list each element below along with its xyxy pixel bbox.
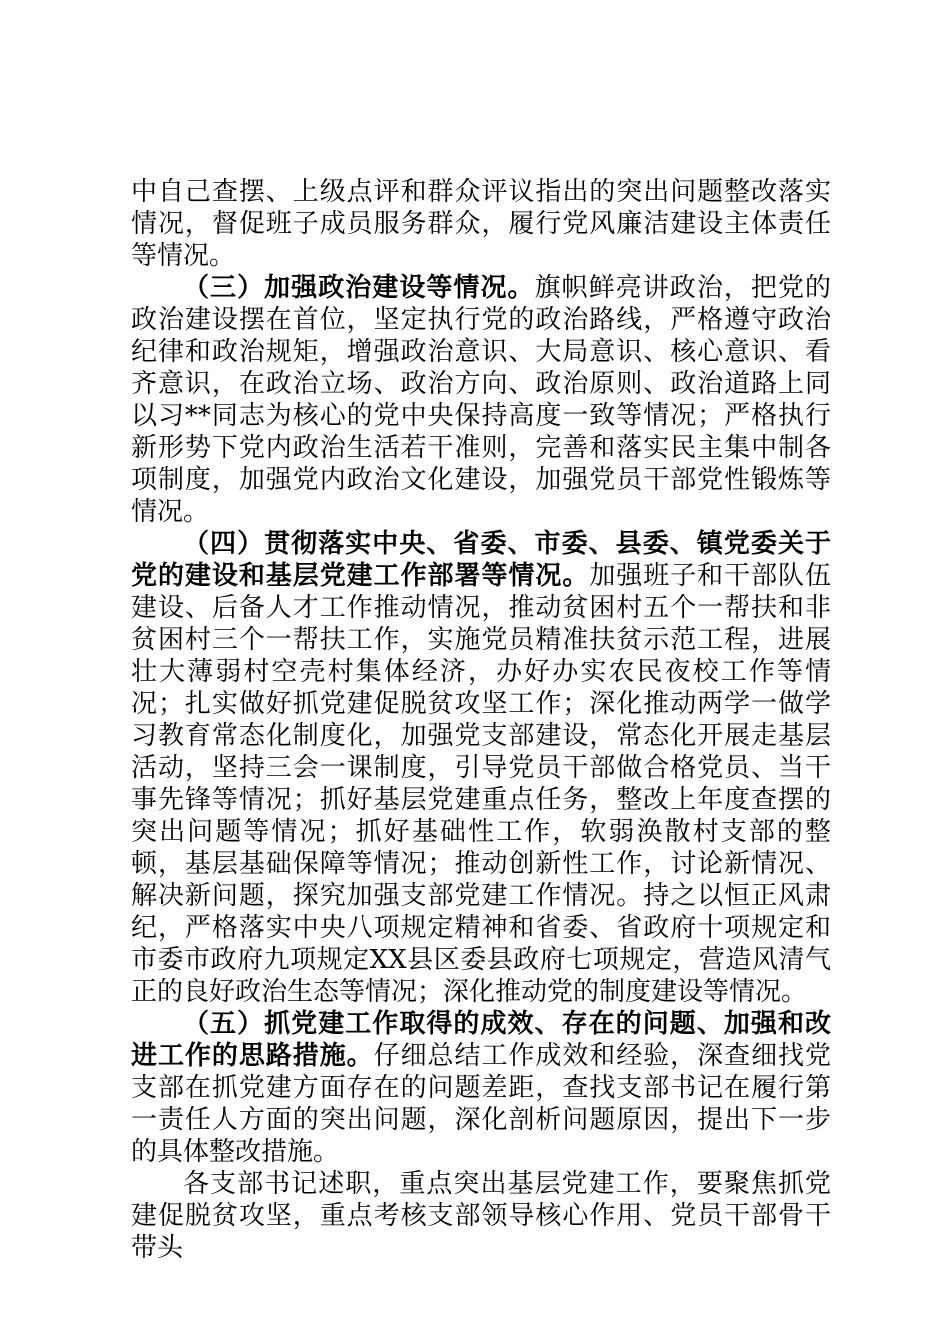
paragraph-text: 中自己查摆、上级点评和群众评议指出的突出问题整改落实情况，督促班子成员服务群众，履行党风廉洁建设主体责任等情况。: [131, 177, 831, 271]
paragraph-continuation: [131, 176, 831, 272]
paragraph-section-5: [131, 1008, 831, 1168]
paragraph-section-3: [131, 272, 831, 528]
paragraph-text: 加强班子和干部队伍建设、后备人才工作推动情况，推动贫困村五个一帮扶和非贫困村三个一帮扶工作，实施党员精准扶贫示范工程，进展壮大薄弱村空壳村集体经济，办好办实农民夜校工作等情况；扎实做好抓党建促脱贫攻坚工作；深化推动两学一做学习教育常态化制度化，加强党支部建设，常态化开展走基层活动，坚持三会一课制度，引导党员干部做合格党员、当干事先锋等情况；抓好基层党建重点任务，整改上年度查摆的突出问题等情况；抓好基础性工作，软弱涣散村支部的整顿，基层基础保障等情况；推动创新性工作，讨论新情况、解决新问题，探究加强支部党建工作情况。持之以恒正风肃纪，严格落实中央八项规定精神和省委、省政府十项规定和市委市政府九项规定XX县区委县政府七项规定，营造风清气正的良好政治生态等情况；深化推动党的制度建设等情况。: [131, 561, 831, 1007]
paragraph-closing: [131, 1168, 831, 1264]
paragraph-text: 仔细总结工作成效和经验，深查细找党支部在抓党建方面存在的问题差距，查找支部书记在履行第一责任人方面的突出问题，深化剖析问题原因，提出下一步的具体整改措施。: [131, 1041, 831, 1167]
section-heading: （三）加强政治建设等情况。: [183, 273, 535, 303]
paragraph-text: 旗帜鲜亮讲政治，把党的政治建设摆在首位，坚定执行党的政治路线，严格遵守政治纪律和政治规矩，增强政治意识、大局意识、核心意识、看齐意识，在政治立场、政治方向、政治原则、政治道路上同以习**同志为核心的党中央保持高度一致等情况；严格执行新形势下党内政治生活若干准则，完善和落实民主集中制各项制度，加强党内政治文化建设，加强党员干部党性锻炼等情况。: [131, 273, 831, 527]
section-heading: （四）贯彻落实中央、省委、市委、县委、镇党委关于党的建设和基层党建工作部署等情况。: [131, 529, 831, 591]
document-body: [131, 176, 831, 1264]
section-heading: （五）抓党建工作取得的成效、存在的问题、加强和改进工作的思路措施。: [131, 1009, 831, 1071]
paragraph-section-4: [131, 528, 831, 1008]
paragraph-text: 各支部书记述职，重点突出基层党建工作，要聚焦抓党建促脱贫攻坚，重点考核支部领导核心作用、党员干部骨干带头: [131, 1169, 831, 1263]
